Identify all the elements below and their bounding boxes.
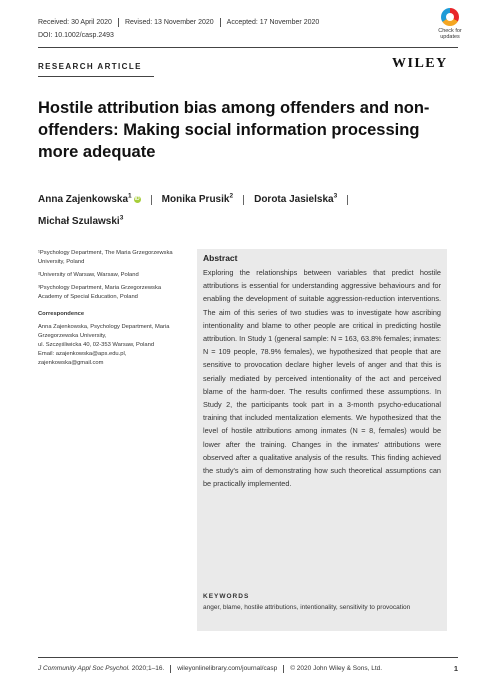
article-dates	[38, 18, 319, 27]
author-3[interactable]	[254, 194, 337, 205]
journal-pages: 2020;1–16.	[131, 665, 165, 672]
journal-url[interactable]: wileyonlinelibrary.com/journal/casp	[177, 665, 278, 672]
author-4[interactable]	[38, 216, 123, 227]
author-affiliation-mark: 2	[229, 193, 234, 200]
author-name: Dorota Jasielska	[254, 194, 334, 206]
author-name: Anna Zajenkowska	[38, 194, 129, 206]
orcid-icon[interactable]: iD	[134, 196, 140, 203]
correspondence-line: Anna Zajenkowska, Psychology Department, Maria Grzegorzewska University,	[38, 324, 170, 339]
keywords-heading: KEYWORDS	[203, 593, 250, 600]
affiliation-2: ²University of Warsaw, Warsaw, Poland	[38, 272, 139, 278]
author-affiliation-mark: 3	[119, 214, 124, 222]
affiliations-column	[38, 249, 184, 368]
affiliation-3: ³Psychology Department, Maria Grzegorzewska Academy of Special Education, Poland	[38, 285, 162, 300]
author-name: Michał Szulawski	[38, 215, 120, 227]
page-number: 1	[453, 664, 458, 673]
author-divider	[151, 195, 152, 205]
date-divider	[118, 18, 119, 27]
doi-link[interactable]: DOI: 10.1002/casp.2493	[38, 32, 114, 39]
journal-name: J Community Appl Soc Psychol.	[38, 665, 130, 672]
crossmark-icon	[441, 8, 459, 26]
check-for-updates-badge[interactable]	[433, 8, 467, 44]
page-footer	[38, 664, 458, 673]
author-divider	[347, 195, 348, 205]
author-affiliation-mark: 1	[128, 193, 132, 200]
section-underline	[38, 76, 154, 77]
author-affiliation-mark: 3	[333, 193, 338, 200]
correspondence-line: ul. Szczęśliwicka 40, 02-353 Warsaw, Poland	[38, 342, 155, 348]
copyright: © 2020 John Wiley & Sons, Ltd.	[290, 665, 383, 672]
publisher-logo: WILEY	[392, 56, 448, 71]
article-title: Hostile attribution bias among offenders and non-offenders: Making social information processing more adequate	[38, 99, 430, 161]
abstract-heading: Abstract	[203, 253, 238, 263]
author-divider	[243, 195, 244, 205]
correspondence-email[interactable]: Email: azajenkowska@aps.edu.pl, zajenkowska@gmail.com	[38, 351, 127, 366]
section-label: RESEARCH ARTICLE	[38, 62, 142, 71]
accepted-date: Accepted: 17 November 2020	[226, 19, 320, 26]
author-list	[38, 188, 458, 231]
author-2[interactable]	[162, 194, 233, 205]
revised-date: Revised: 13 November 2020	[124, 19, 214, 26]
received-date: Received: 30 April 2020	[38, 19, 112, 26]
footer-divider	[170, 665, 171, 673]
abstract-text: Exploring the relationships between variables that predict hostile attributions is essential for understanding aggressive behaviours and for enabling the development of suitable aggression-reduction interventions. The aim of this series of two studies was to investigate how ascribing intentionality and blame to other people are critical in predicting hostile attribution. In Study 1 (general sample: N = 163, 63.8% females; inmates: N = 109 people, 78.9% females), we hypothesized that people that are sensitive to provocation declare higher levels of anger and that this is serially mediated by perceived intentionality of the act and perceived blame of the harm-doer. The results confirmed these assumptions. In Study 2, the participants took part in a 3-month psycho-educational training that included mentalization elements. We hypothesized that the level of hostile attributions among inmates (N = 8, females) would be lower after the training. Changes in the inmates' attributions were observed after a qualitative analysis of the results. This finding achieved the study's aim of demonstrating how such theoretical assumptions can be practically implemented.	[203, 268, 441, 489]
abstract-box	[197, 249, 447, 631]
author-name: Monika Prusik	[161, 194, 230, 206]
correspondence-heading: Correspondence	[38, 311, 85, 317]
date-divider	[220, 18, 221, 27]
footer-divider	[283, 665, 284, 673]
check-for-updates-label: Check for updates	[438, 28, 462, 40]
keywords-list: anger, blame, hostile attributions, intentionality, sensitivity to provocation	[203, 604, 411, 611]
header-rule	[38, 47, 458, 48]
author-1[interactable]	[38, 194, 141, 205]
footer-rule	[38, 657, 458, 658]
affiliation-1: ¹Psychology Department, The Maria Grzegorzewska University, Poland	[38, 250, 173, 265]
